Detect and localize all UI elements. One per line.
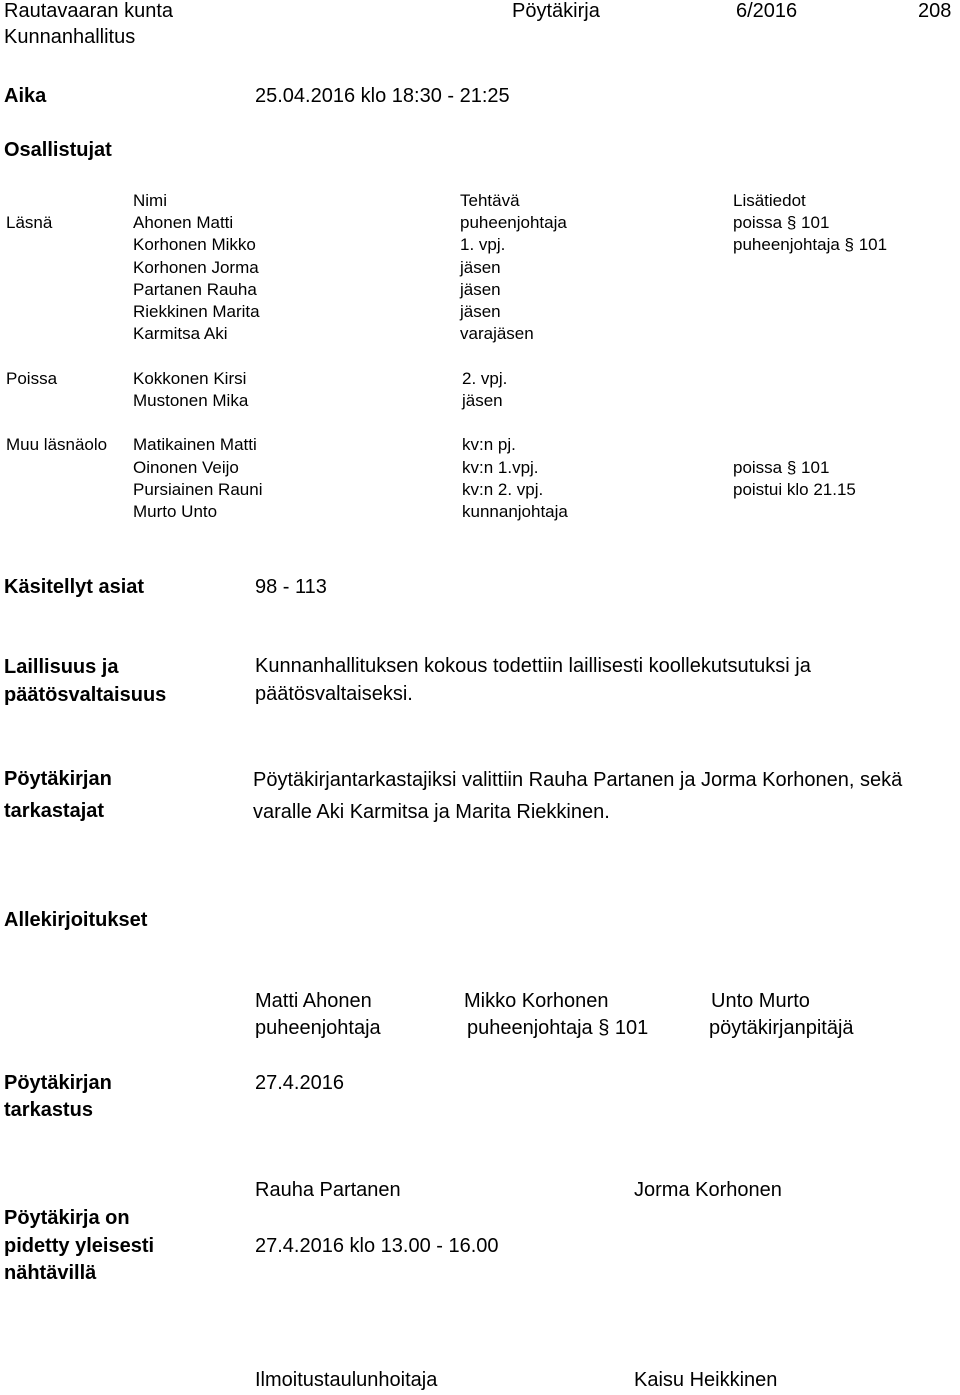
present-name: Karmitsa Aki — [133, 324, 228, 343]
header-org: Rautavaaran kunta — [4, 0, 174, 22]
col-header-role: Tehtävä — [460, 191, 520, 210]
other-name: Matikainen Matti — [133, 435, 257, 454]
present-role: 1. vpj. — [460, 235, 506, 254]
present-role: puheenjohtaja — [460, 213, 567, 232]
present-name: Korhonen Jorma — [133, 258, 259, 277]
nahtavilla-label-2: pidetty yleisesti — [4, 1235, 155, 1257]
ilmoitustaulu-name: Kaisu Heikkinen — [634, 1369, 778, 1391]
other-role: kunnanjohtaja — [462, 502, 568, 521]
header-page-number: 208 — [918, 0, 952, 22]
nahtavilla-label-3: nähtävillä — [4, 1262, 97, 1284]
aika-label: Aika — [4, 85, 47, 107]
aika-value: 25.04.2016 klo 18:30 - 21:25 — [255, 85, 510, 107]
tarkastajat-text: Pöytäkirjantarkastajiksi valittiin Rauha Partanen ja Jorma Korhonen, sekä varalle Aki Karmitsa ja Marita Riekkinen. — [253, 769, 903, 823]
present-label: Läsnä — [6, 213, 53, 232]
signer-title: puheenjohtaja § 101 — [467, 1017, 649, 1039]
present-role: jäsen — [460, 302, 501, 321]
signer-name: Matti Ahonen — [255, 990, 372, 1012]
nahtavilla-label-1: Pöytäkirja on — [4, 1207, 130, 1229]
col-header-info: Lisätiedot — [733, 191, 806, 210]
checker-name: Rauha Partanen — [255, 1179, 401, 1201]
tarkastajat-label-1: Pöytäkirjan — [4, 768, 112, 790]
tarkastajat-label-2: tarkastajat — [4, 800, 105, 822]
present-name: Riekkinen Marita — [133, 302, 260, 321]
laillisuus-text: Kunnanhallituksen kokous todettiin laillisesti koollekutsutuksi ja päätösvaltaiseksi. — [255, 655, 811, 705]
other-name: Pursiainen Rauni — [133, 480, 263, 499]
present-name: Partanen Rauha — [133, 280, 257, 299]
ilmoitustaulu-label: Ilmoitustaulunhoitaja — [255, 1369, 438, 1391]
kasitellyt-value: 98 - 113 — [255, 576, 327, 598]
tarkastus-label-1: Pöytäkirjan — [4, 1072, 112, 1094]
other-info: poistui klo 21.15 — [733, 480, 856, 499]
present-info: puheenjohtaja § 101 — [733, 235, 888, 254]
signer-name: Mikko Korhonen — [464, 990, 609, 1012]
present-role: jäsen — [460, 280, 501, 299]
header-doc-number: 6/2016 — [736, 0, 798, 22]
absent-role: 2. vpj. — [462, 369, 508, 388]
checker-name: Jorma Korhonen — [634, 1179, 782, 1201]
absent-name: Mustonen Mika — [133, 391, 249, 410]
col-header-name: Nimi — [133, 191, 167, 210]
present-info: poissa § 101 — [733, 213, 830, 232]
header-doc-type: Pöytäkirja — [512, 0, 600, 22]
absent-name: Kokkonen Kirsi — [133, 369, 247, 388]
tarkastus-label-2: tarkastus — [4, 1099, 93, 1121]
laillisuus-label-2: päätösvaltaisuus — [4, 684, 167, 706]
other-role: kv:n pj. — [462, 435, 516, 454]
tarkastus-date: 27.4.2016 — [255, 1072, 344, 1094]
signer-name: Unto Murto — [711, 990, 810, 1012]
nahtavilla-value: 27.4.2016 klo 13.00 - 16.00 — [255, 1235, 499, 1257]
present-name: Ahonen Matti — [133, 213, 234, 232]
absent-label: Poissa — [6, 369, 58, 388]
other-role: kv:n 2. vpj. — [462, 480, 544, 499]
allekirjoitukset-title: Allekirjoitukset — [4, 909, 148, 931]
present-role: jäsen — [460, 258, 501, 277]
signer-title: pöytäkirjanpitäjä — [709, 1017, 854, 1039]
other-name: Murto Unto — [133, 502, 218, 521]
other-label: Muu läsnäolo — [6, 435, 108, 454]
present-role: varajäsen — [460, 324, 534, 343]
laillisuus-label-1: Laillisuus ja — [4, 656, 119, 678]
header-body: Kunnanhallitus — [4, 26, 136, 48]
other-role: kv:n 1.vpj. — [462, 458, 539, 477]
other-info: poissa § 101 — [733, 458, 830, 477]
absent-role: jäsen — [462, 391, 503, 410]
other-name: Oinonen Veijo — [133, 458, 239, 477]
kasitellyt-label: Käsitellyt asiat — [4, 576, 145, 598]
signer-title: puheenjohtaja — [255, 1017, 381, 1039]
present-name: Korhonen Mikko — [133, 235, 256, 254]
osallistujat-title: Osallistujat — [4, 139, 112, 161]
